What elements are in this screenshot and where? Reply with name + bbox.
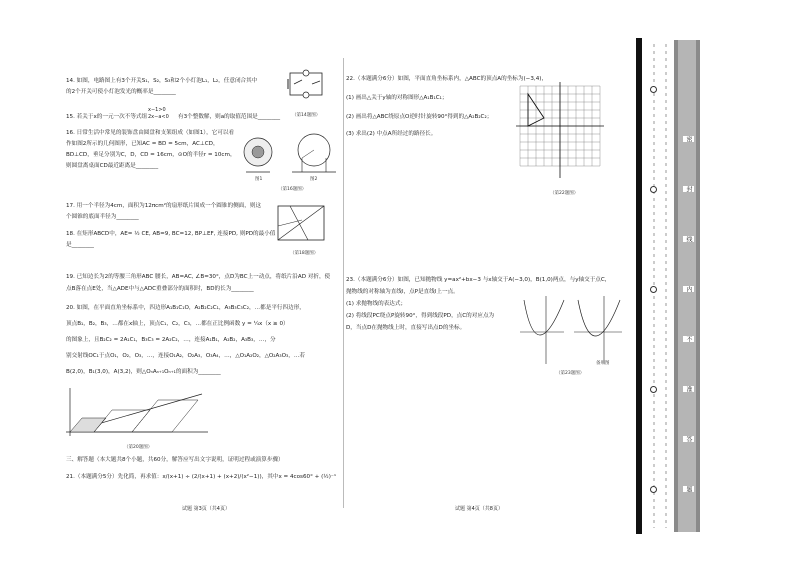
q15-system-2: 2x−a<0 xyxy=(148,114,169,120)
rectangle-figure xyxy=(272,200,332,248)
q20-line1: 20. 如图，在平面直角坐标系中，四边形A₁B₁C₁O，A₂B₂C₂C₁，A₃B₃C₃C₂，…都是平行四边形， xyxy=(66,305,305,311)
q16-line3: BD⊥CD，垂足分别为C，D，CD = 16cm，⊙O的半径r = 10cm， xyxy=(66,152,236,158)
q22-line2: (1) 画出△关于y轴的对称图形△A₁B₁C₁； xyxy=(346,95,448,101)
binding-hole xyxy=(650,386,657,393)
q17-line1: 17. 用一个半径为4cm，面积为12πcm²的扇形纸片围成一个圆锥的侧面，则这 xyxy=(66,203,262,209)
circuit-figure xyxy=(284,67,330,107)
caption-16-fig2: 图2 xyxy=(310,177,318,182)
q23-line5: D，当点D在抛物线上时，直接写出点D的坐标。 xyxy=(346,325,466,331)
caption-18: （第18题图） xyxy=(290,251,319,256)
binding-label: 答 xyxy=(685,436,692,442)
q20-line3: 的图象上，且B₂C₂ = 2A₁C₁，B₃C₃ = 2A₂C₂，…，连接A₁B₁，A₂B₂，A₃B₃，…，分 xyxy=(66,337,276,343)
q18-line1: 18. 在矩形ABCD中，AE= ½ CE, AB=9, BC=12, BP⊥EF, 连接PD, 则PD的最小值 xyxy=(66,231,276,237)
caption-16: （第16题图） xyxy=(278,187,307,192)
grid-figure xyxy=(516,82,604,180)
caption-20: （第20题图） xyxy=(124,445,153,450)
q15-line2: 有3个整数解，则a的取值范围是________ xyxy=(178,114,281,120)
caption-23-spare: 备用图 xyxy=(596,361,610,366)
caption-23: （第23题图） xyxy=(556,371,585,376)
binding-label: 题 xyxy=(685,486,692,492)
binding-label: 不 xyxy=(685,336,692,342)
page-divider xyxy=(343,58,344,508)
plate-figures xyxy=(236,126,346,188)
q23-line4: (2) 将线段PC绕点P旋转90°，得到线段PD，点C的对应点为 xyxy=(346,313,495,319)
binding-label: 准 xyxy=(685,386,692,392)
q17-line2: 个圆锥的底面半径为________ xyxy=(66,214,139,220)
q21-text: 21.（本题满分5分）先化简，再求值：x/(x+1) ÷ (2/(x+1) + (x+2)/(x²−1))，其中x = 4cos60° + (½)⁻¹ xyxy=(66,474,337,480)
caption-16-fig1: 图1 xyxy=(255,177,263,182)
binding-label: 密 xyxy=(685,136,692,142)
parallelogram-figure xyxy=(62,384,212,440)
parabola-figures xyxy=(516,292,626,368)
q22-line1: 22.（本题满分6分）如图，平面直角坐标系内，△ABC的顶点A的坐标为(−3,4)， xyxy=(346,76,548,82)
q20-line4: 别交射线OC₁于点O₁，O₂，O₃，…，连接O₁A₂，O₂A₃，O₃A₄，…，△O₁A₂O₂，△O₂A₃O₃，…若 xyxy=(66,353,306,359)
binding-hole xyxy=(650,486,657,493)
q14-line2: 的2个开关可使小灯泡发光的概率是________ xyxy=(66,89,176,95)
binding-hole xyxy=(650,86,657,93)
q22-line3: (2) 画出将△ABC绕原点O逆时针旋转90°得到的△A₂B₂C₂； xyxy=(346,114,493,120)
q19-line2: 点B落在点E处，当△ADE中与△ADC重叠部分的面积时，BD的长为________ xyxy=(66,286,254,292)
q23-line3: (1) 求抛物线的表达式； xyxy=(346,301,407,307)
q22-line4: (3) 求出(2) 中点A所经过的路径长。 xyxy=(346,131,437,137)
q16-line1: 16. 日常生活中常见的装饰盘由圆盘和支架组成（如图1），它可以看 xyxy=(66,130,235,136)
q16-line4: 则圆盘离桌面CD最近距离是________ xyxy=(66,163,159,169)
q23-line2: 抛物线的对称轴为直线l，点P是直线l上一点。 xyxy=(346,289,459,295)
binding-label: 内 xyxy=(685,286,692,292)
section-3-heading: 三、解答题（本大题共8个小题，共60分，解答应写出文字说明，证明过程或演算步骤） xyxy=(66,457,284,463)
binding-label: 封 xyxy=(685,186,692,192)
q15-system-1: x−1>0 xyxy=(148,107,166,113)
left-footer: 试题 第3页（共4页） xyxy=(182,506,230,512)
caption-22: （第22题图） xyxy=(550,191,579,196)
binding-hole xyxy=(650,186,657,193)
q18-line2: 是________ xyxy=(66,242,94,248)
q20-line5: B(2,0)，B₁(3,0)，A(3,2)，则△OₙAₙ₊₁Oₙ₊₁的面积为________ xyxy=(66,369,221,375)
q19-line1: 19. 已知边长为2的等腰三角形ABC 腰长，AB=AC, ∠B=30°，点D为BC上一动点，将纸片沿AD 对折，使 xyxy=(66,274,331,280)
binding-strip xyxy=(634,36,704,536)
binding-hole xyxy=(650,286,657,293)
q20-line2: 顶点B₁，B₂，B₃，…都在x轴上，顶点C₁，C₂，C₃，…都在正比例函数 y = ¼x（x ≥ 0） xyxy=(66,321,289,327)
q16-line2: 作如图2所示的几何图形，已知AC = BD = 5cm，AC⊥CD， xyxy=(66,141,219,147)
binding-label: 线 xyxy=(685,236,692,242)
q14-line1: 14. 如图，电路图上有3个开关S₁，S₂，S₃和2个小灯泡L₁，L₂，任意闭合其中 xyxy=(66,78,258,84)
q15-line1: 15. 若关于x的一元一次不等式组 xyxy=(66,114,148,120)
right-footer: 试题 第4页（共8页） xyxy=(455,506,503,512)
q23-line1: 23.（本题满分6分）如图，已知抛物线 y=ax²+bx−3 与x轴交于A(−3,0)，B(1,0)两点，与y轴交于点C， xyxy=(346,277,611,283)
caption-14: （第14题图） xyxy=(292,113,321,118)
